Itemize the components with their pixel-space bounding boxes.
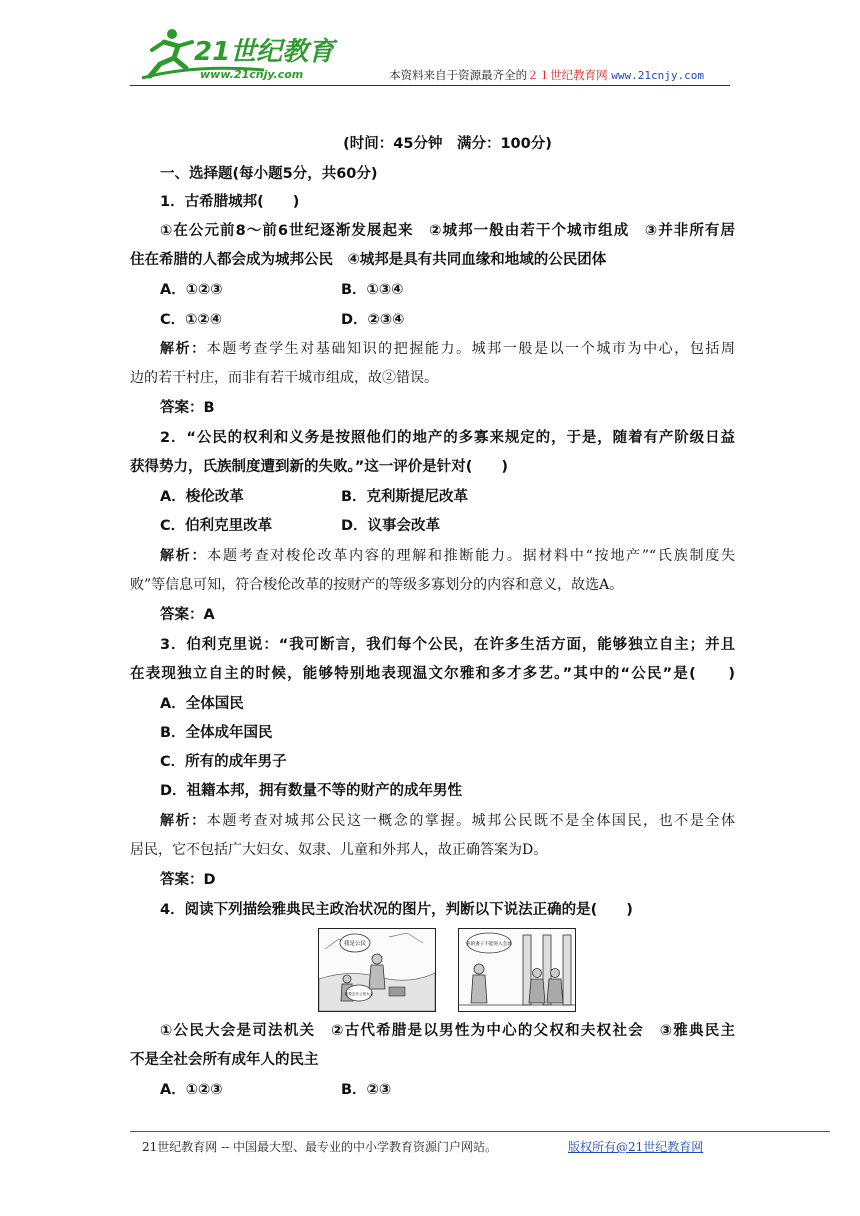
- section-title: 一、选择题(每小题5分，共60分): [160, 166, 378, 182]
- q3-option-d: D．祖籍本邦，拥有数量不等的财产的成年男性: [160, 783, 463, 799]
- logo-text: 21世纪教育: [194, 37, 335, 67]
- woman-figure-icon: [471, 975, 487, 1003]
- q1-option-a: A．①②③: [160, 282, 223, 298]
- citizen-figure-icon: [529, 979, 545, 1003]
- q3-stem-line1: 3．伯利克里说：“我可断言，我们每个公民，在许多生活方面，能够独立自主；并且: [160, 637, 735, 653]
- logo-url: www.21cnjy.com: [200, 68, 304, 81]
- q2-explanation-line2: 败”等信息可知，符合梭伦改革的按财产的等级多寡划分的内容和意义，故选A。: [130, 577, 624, 593]
- q4-option-b: B．②③: [341, 1082, 392, 1098]
- q3-explanation-tag: 解析：: [160, 813, 207, 829]
- q4-statement-line1: ①公民大会是司法机关 ②古代希腊是以男性为中心的父权和夫权社会 ③雅典民主: [160, 1023, 735, 1039]
- column-icon: [563, 935, 571, 1005]
- q1-option-b: B．①③④: [341, 282, 404, 298]
- q2-option-d: D．议事会改革: [341, 518, 441, 534]
- q1-stem: 1．古希腊城邦( ): [160, 194, 300, 210]
- q2-explanation-tag: 解析：: [160, 548, 208, 564]
- q4-statement-line2: 不是全社会所有成年人的民主: [130, 1052, 319, 1068]
- q2-option-b: B．克利斯提尼改革: [341, 489, 469, 505]
- q2-stem-line1: 2．“公民的权利和义务是按照他们的地产的多寡来规定的，于是，随着有产阶级日益: [160, 430, 735, 446]
- athens-citizen-cartoon: [318, 928, 436, 1012]
- q2-stem-line2: 获得势力，氏族制度遭到新的失败。”这一评价是针对( ): [130, 459, 509, 475]
- site-logo: [134, 24, 354, 84]
- q1-option-c: C．①②④: [160, 312, 222, 328]
- q3-option-a: A．全体国民: [160, 696, 244, 712]
- q1-explanation-line2: 边的若干村庄，而非有若干城市组成，故②错误。: [130, 370, 438, 386]
- q2-explanation-text: 本题考查对梭伦改革内容的理解和推断能力。据材料中“按地产”“氏族制度失: [207, 548, 735, 564]
- q1-answer: 答案：B: [160, 400, 215, 416]
- q1-explanation-text: 本题考查学生对基础知识的把握能力。城邦一般是以一个城市为中心，包括周: [206, 341, 735, 357]
- q1-statement-line1: ①在公元前8～前6世纪逐渐发展起来 ②城邦一般由若干个城市组成 ③并非所有居: [160, 223, 735, 239]
- q3-explanation-text: 本题考查对城邦公民这一概念的掌握。城邦公民既不是全体国民，也不是全体: [206, 813, 735, 829]
- q2-option-a: A．梭伦改革: [160, 489, 244, 505]
- header-note-red: ２１世纪教育网: [527, 68, 608, 82]
- q3-answer: 答案：D: [160, 872, 216, 888]
- q4-illustrations: [318, 928, 588, 1012]
- q3-option-c: C．所有的成年男子: [160, 754, 287, 770]
- copyright-link[interactable]: 版权所有@21世纪教育网: [568, 1140, 704, 1154]
- q1-statement-line2: 住在希腊的人都会成为城邦公民 ④城邦是具有共同血缘和地域的公民团体: [130, 252, 607, 268]
- header-divider: [130, 85, 730, 86]
- q2-explanation-line1: [160, 546, 735, 566]
- footer-text: 21世纪教育网 -- 中国最大型、最专业的中小学教育资源门户网站。: [142, 1140, 498, 1154]
- q2-answer: 答案：A: [160, 607, 215, 623]
- header-note-prefix: 本资料来自于资源最齐全的: [389, 68, 528, 82]
- q3-explanation-line1: [160, 811, 735, 831]
- pic2-bubble: 你的妻子不能进入会场: [466, 942, 512, 947]
- q1-explanation-tag: 解析：: [160, 341, 207, 357]
- assembly-entrance-cartoon: [458, 928, 576, 1012]
- page-header: [130, 20, 730, 86]
- pic1-bubble-2: 我要去开公民大会: [344, 992, 374, 996]
- q3-stem-line2: 在表现独立自主的时候，能够特别地表现温文尔雅和多才多艺。”其中的“公民”是( ): [130, 666, 735, 682]
- pic1-bubble-1: 我是公民: [343, 941, 367, 947]
- q3-explanation-line2: 居民，它不包括广大妇女、奴隶、儿童和外邦人，故正确答案为D。: [130, 842, 548, 858]
- citizen-figure-icon: [547, 979, 563, 1003]
- q1-explanation-line1: [160, 339, 735, 359]
- time-score: (时间：45分钟 满分：100分): [343, 136, 552, 152]
- header-note: [389, 67, 704, 83]
- page-footer: [142, 1138, 704, 1155]
- q1-option-d: D．②③④: [341, 312, 405, 328]
- q4-stem: 4．阅读下列描绘雅典民主政治状况的图片，判断以下说法正确的是( ): [160, 902, 633, 918]
- citizen-figure-icon: [369, 965, 385, 989]
- header-note-url[interactable]: www.21cnjy.com: [611, 69, 704, 82]
- q3-option-b: B．全体成年国民: [160, 725, 273, 741]
- q2-option-c: C．伯利克里改革: [160, 518, 273, 534]
- footer-divider: [130, 1131, 830, 1132]
- q4-option-a: A．①②③: [160, 1082, 223, 1098]
